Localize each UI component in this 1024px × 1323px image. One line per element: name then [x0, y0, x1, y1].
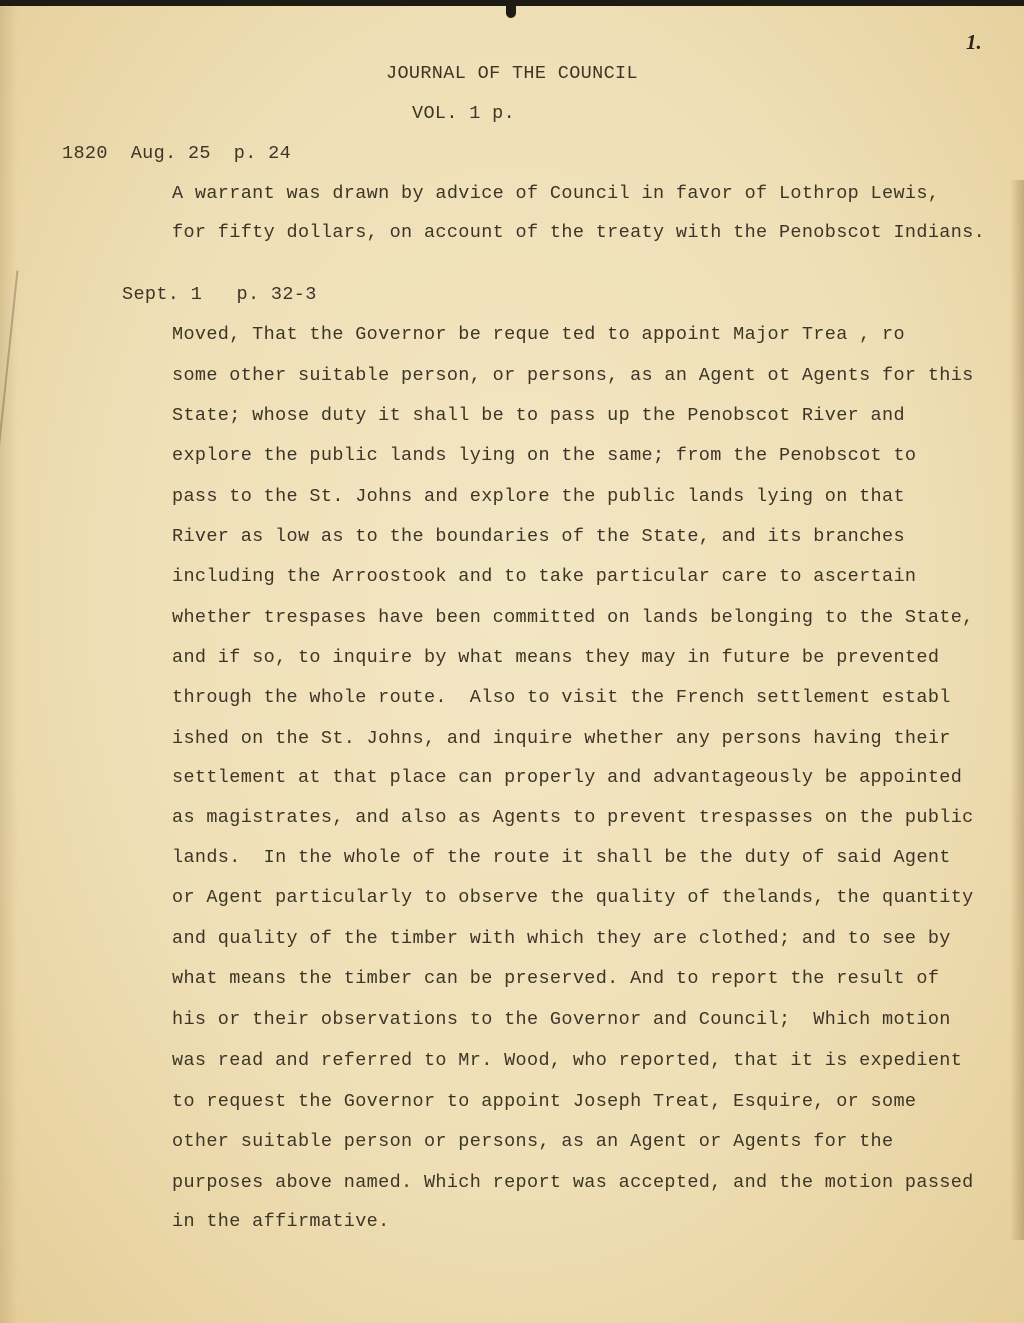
- text-line: including the Arroostook and to take particular care to ascertain: [172, 566, 917, 587]
- entry-heading: 1820 Aug. 25 p. 24: [62, 143, 292, 164]
- paper-edge-left: [0, 0, 18, 1323]
- text-line: or Agent particularly to observe the quality of thelands, the quantity: [172, 887, 974, 908]
- text-line: whether trespases have been committed on lands belonging to the State,: [172, 607, 974, 628]
- text-line: lands. In the whole of the route it shall be the duty of said Agent: [172, 847, 951, 868]
- text-line: what means the timber can be preserved. And to report the result of: [172, 968, 940, 989]
- text-line: pass to the St. Johns and explore the public lands lying on that: [172, 486, 905, 507]
- text-line: other suitable person or persons, as an Agent or Agents for the: [172, 1131, 894, 1152]
- page-number: 1.: [966, 30, 982, 54]
- text-line: River as low as to the boundaries of the State, and its branches: [172, 526, 905, 547]
- volume-line: VOL. 1 p.: [412, 103, 516, 124]
- top-notch: [506, 4, 516, 18]
- text-line: for fifty dollars, on account of the treaty with the Penobscot Indians.: [172, 222, 986, 243]
- text-line: Moved, That the Governor be reque ted to appoint Major Trea , ro: [172, 324, 905, 345]
- text-line: in the affirmative.: [172, 1211, 390, 1232]
- text-line: and quality of the timber with which they are clothed; and to see by: [172, 928, 951, 949]
- text-line: to request the Governor to appoint Joseph Treat, Esquire, or some: [172, 1091, 917, 1112]
- document-title: JOURNAL OF THE COUNCIL: [386, 63, 638, 84]
- text-line: as magistrates, and also as Agents to prevent trespasses on the public: [172, 807, 974, 828]
- text-line: was read and referred to Mr. Wood, who reported, that it is expedient: [172, 1050, 963, 1071]
- text-line: some other suitable person, or persons, as an Agent ot Agents for this: [172, 365, 974, 386]
- text-line: through the whole route. Also to visit the French settlement establ: [172, 687, 951, 708]
- text-line: settlement at that place can properly and advantageously be appointed: [172, 767, 963, 788]
- text-line: A warrant was drawn by advice of Council in favor of Lothrop Lewis,: [172, 183, 940, 204]
- paper-edge-right: [1010, 180, 1024, 1240]
- text-line: his or their observations to the Governor and Council; Which motion: [172, 1009, 951, 1030]
- text-line: and if so, to inquire by what means they may in future be prevented: [172, 647, 940, 668]
- entry-heading: Sept. 1 p. 32-3: [122, 284, 317, 305]
- text-line: ished on the St. Johns, and inquire whether any persons having their: [172, 728, 951, 749]
- text-line: purposes above named. Which report was accepted, and the motion passed: [172, 1172, 974, 1193]
- text-line: explore the public lands lying on the same; from the Penobscot to: [172, 445, 917, 466]
- text-line: State; whose duty it shall be to pass up the Penobscot River and: [172, 405, 905, 426]
